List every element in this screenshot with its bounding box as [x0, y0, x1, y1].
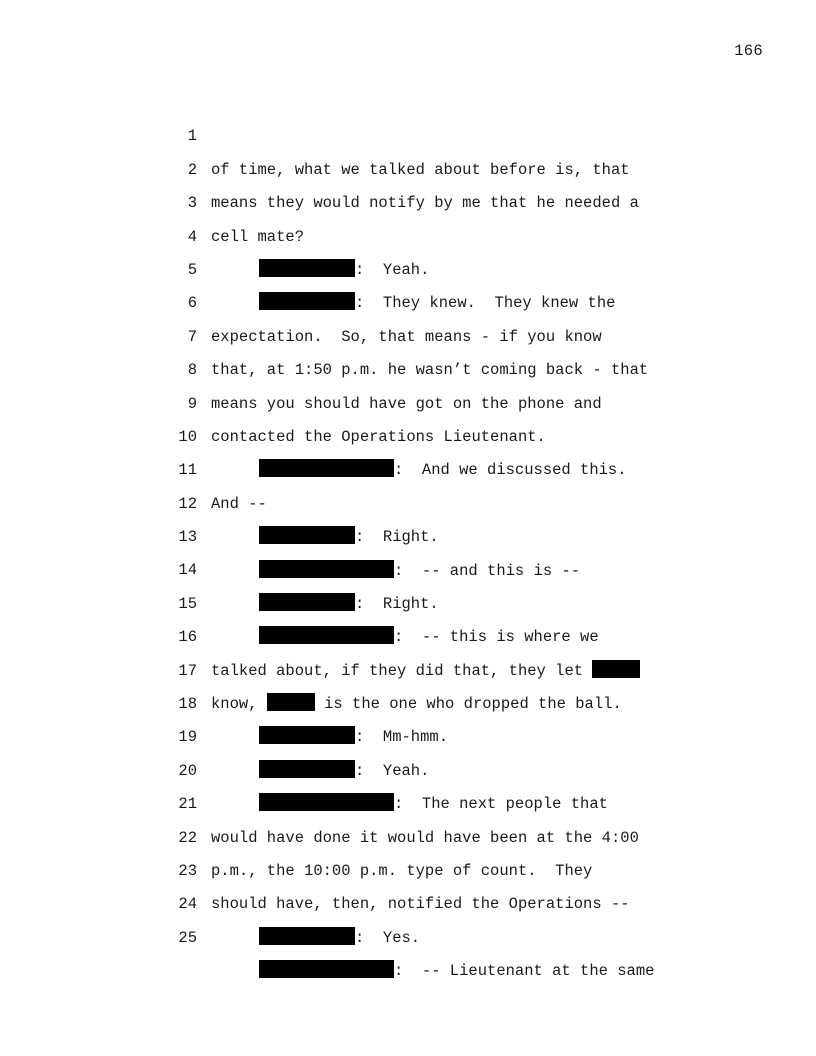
line-text: : -- this is where we: [394, 628, 599, 647]
line-number: 19: [178, 728, 197, 747]
line-number: 8: [187, 361, 197, 380]
line-number: 12: [178, 494, 197, 513]
redacted-speaker-name: [259, 960, 394, 978]
line-text: : -- and this is --: [394, 561, 581, 580]
line-text: : Yeah.: [355, 761, 430, 780]
line-number: 17: [178, 661, 197, 680]
line-text: means you should have got on the phone and: [211, 394, 602, 413]
page-number: 166: [734, 42, 763, 60]
transcript-body: [168, 87, 688, 981]
line-number: 13: [178, 528, 197, 547]
line-text: : Right.: [355, 528, 439, 547]
line-number: 10: [178, 427, 197, 446]
line-text: contacted the Operations Lieutenant.: [211, 427, 546, 446]
line-number: 4: [187, 227, 197, 246]
line-text: : Mm-hmm.: [355, 728, 449, 747]
line-number: 11: [178, 461, 197, 480]
line-number: 16: [178, 628, 197, 647]
line-text: And --: [211, 494, 267, 513]
line-text: : -- Lieutenant at the same: [394, 962, 655, 981]
line-number: 25: [178, 928, 197, 947]
line-text: cell mate?: [211, 227, 305, 246]
line-number: 14: [178, 561, 197, 580]
line-text: should have, then, notified the Operations --: [211, 895, 630, 914]
line-number: 20: [178, 761, 197, 780]
line-text: : And we discussed this.: [394, 461, 627, 480]
line-text: : Yeah.: [355, 260, 430, 279]
line-text: would have done it would have been at the 4:00: [211, 828, 639, 847]
line-number: 6: [187, 294, 197, 313]
line-text: expectation. So, that means - if you know: [211, 327, 602, 346]
transcript-line: [168, 87, 688, 179]
line-number: 7: [187, 327, 197, 346]
line-number: 24: [178, 895, 197, 914]
redacted-speaker-name: [259, 927, 355, 945]
line-text: of time, what we talked about before is, that: [211, 160, 630, 179]
line-text: : They knew. They knew the: [355, 294, 616, 313]
line-text: p.m., the 10:00 p.m. type of count. They: [211, 862, 593, 881]
line-number: 1: [187, 127, 197, 146]
line-number: 15: [178, 594, 197, 613]
line-text: that, at 1:50 p.m. he wasn’t coming back - that: [211, 361, 649, 380]
line-text: means they would notify by me that he needed a: [211, 194, 639, 213]
line-text: : The next people that: [394, 795, 608, 814]
line-text: : Yes.: [355, 928, 421, 947]
line-number: 21: [178, 795, 197, 814]
line-number: 9: [187, 394, 197, 413]
line-text: know,: [211, 695, 267, 714]
line-text: : Right.: [355, 594, 439, 613]
line-number: 5: [187, 260, 197, 279]
line-number: 22: [178, 828, 197, 847]
line-number: 18: [178, 695, 197, 714]
line-number: 3: [187, 194, 197, 213]
line-number: 23: [178, 862, 197, 880]
line-number: 2: [187, 160, 197, 179]
line-text: is the one who dropped the ball.: [314, 695, 622, 714]
line-text: talked about, if they did that, they let: [211, 661, 593, 680]
